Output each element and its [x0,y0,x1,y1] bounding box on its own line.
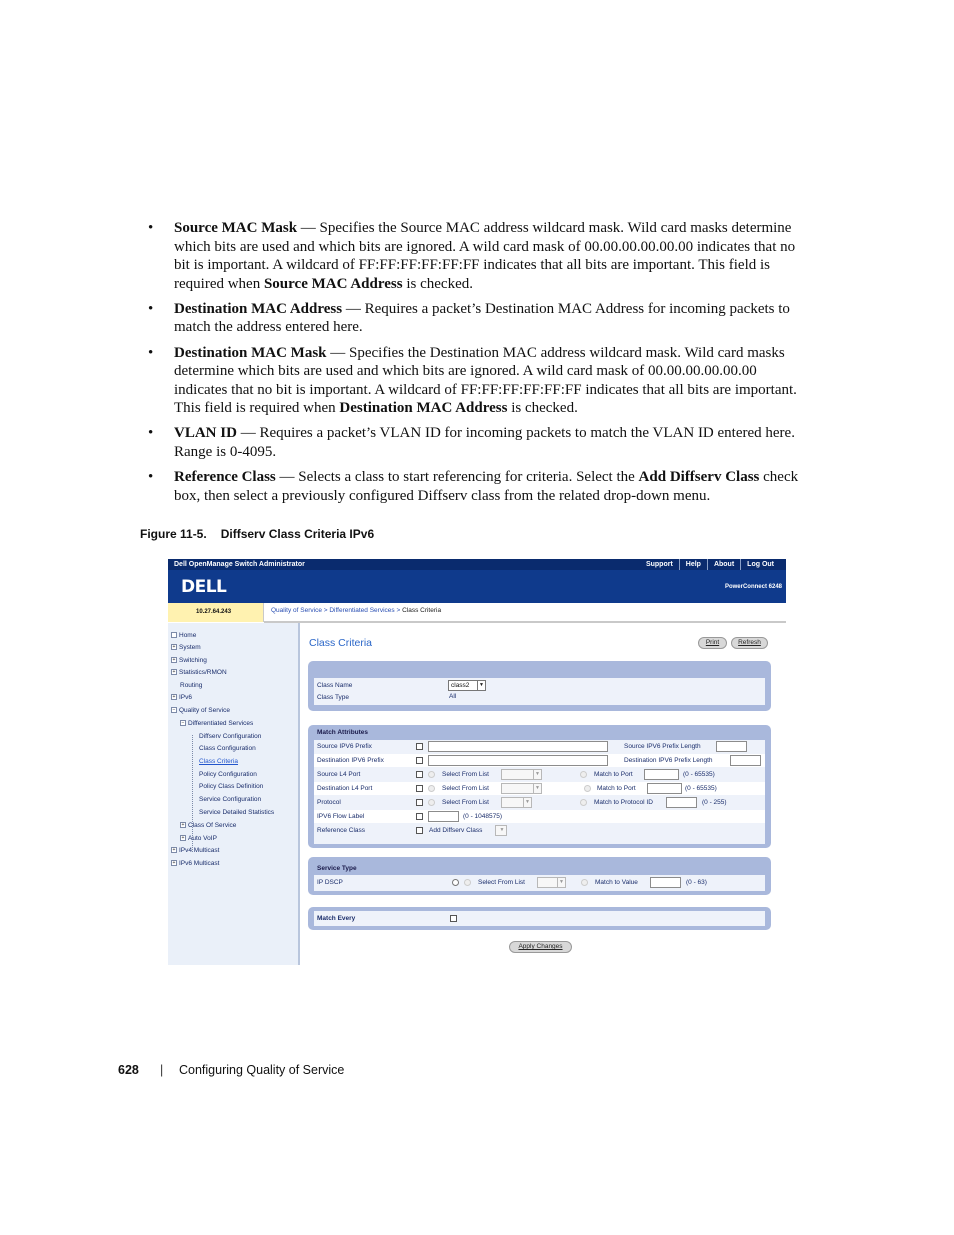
nav-label: Policy Class Definition [199,783,264,790]
source-prefix-checkbox[interactable] [416,743,423,750]
match-attributes-header: Match Attributes [317,729,369,736]
protocol-range-label: (0 - 255) [702,799,727,806]
source-prefix-input[interactable] [428,741,608,752]
figure-number: Figure 11-5. [140,527,207,541]
nav-diffserv-config[interactable] [199,733,261,740]
add-diffserv-label: Add Diffserv Class [429,827,483,834]
reference-class-select[interactable] [495,825,507,836]
match-to-value-label: Match to Value [595,879,638,886]
source-l4-port-input[interactable] [644,769,679,780]
page-title: Class Criteria [309,637,373,649]
chevron-down-icon: ▼ [523,798,531,807]
nav-policy-config[interactable] [199,771,257,778]
nav-label: Differentiated Services [188,720,254,727]
class-panel [308,661,771,711]
nav-label: Statistics/RMON [179,669,227,676]
switch-admin-screenshot [168,559,786,965]
nav-routing[interactable] [180,682,202,689]
class-panel-body [314,678,765,705]
collapse-icon[interactable]: − [181,720,185,727]
nav-label: IPv6 [179,694,193,701]
source-l4-match-radio[interactable] [580,771,587,778]
bullet-destination-mac-mask [148,344,813,418]
dest-prefix-length-label: Destination IPV6 Prefix Length [624,757,713,764]
bullet-dot: • [148,344,154,361]
flow-label-label: IPV6 Flow Label [317,813,365,820]
dest-prefix-checkbox[interactable] [416,757,423,764]
dest-l4-match-radio[interactable] [584,785,591,792]
logout-link[interactable]: Log Out [740,559,780,570]
match-to-protocol-label: Match to Protocol ID [594,799,653,806]
dest-prefix-length-input[interactable] [730,755,761,766]
nav-class-config[interactable] [199,745,256,752]
select-from-list-label: Select From List [478,879,525,886]
class-name-label: Class Name [317,682,353,689]
term: Add Diffserv Class [638,469,760,486]
ip-address: 10.27.64.243 [168,603,264,622]
breadcrumb-sep: > [394,607,403,614]
footer-separator: | [160,1063,164,1077]
nav-auto-voip[interactable] [180,835,217,842]
nav-statistics[interactable] [171,669,227,676]
flow-label-row [314,810,765,823]
support-link[interactable]: Support [645,561,673,568]
about-link[interactable]: About [707,559,740,570]
nav-label: Class Of Service [188,822,237,829]
protocol-checkbox[interactable] [416,799,423,806]
figure-title: Diffserv Class Criteria IPv6 [220,527,375,541]
expand-icon[interactable]: + [172,669,176,676]
bullet-vlan-id [148,424,813,461]
nav-diffserv[interactable] [180,720,253,727]
nav-label: Diffserv Configuration [199,733,262,740]
match-attributes-body [314,740,765,844]
dest-l4-checkbox[interactable] [416,785,423,792]
bullet-reference-class [148,468,813,505]
nav-service-config[interactable] [199,796,261,803]
dell-logo: DELL [181,577,227,597]
nav-tree [168,623,300,965]
nav-service-stats[interactable] [199,809,274,816]
dest-l4-row [314,782,765,795]
expand-icon[interactable]: + [181,835,185,842]
nav-ipv6[interactable] [171,694,192,701]
nav-ipv4-multicast[interactable] [171,847,219,854]
protocol-select-radio[interactable] [428,799,435,806]
refresh-button[interactable]: Refresh [731,637,768,649]
print-button[interactable]: Print [698,637,727,649]
match-every-checkbox[interactable] [450,915,457,922]
main-content [302,623,786,965]
nav-label: System [179,644,201,651]
model-name: PowerConnect 6248 [724,584,782,590]
desc: — Requires a packet’s Destination MAC Address for incoming packets to match the address entered here. [174,300,790,336]
protocol-label: Protocol [317,799,341,806]
nav-policy-class-def[interactable] [199,783,263,790]
nav-label: Auto VoIP [188,835,217,842]
nav-label: Service Configuration [199,796,262,803]
class-type-row [314,691,765,704]
dest-l4-label: Destination L4 Port [317,785,373,792]
flow-label-checkbox[interactable] [416,813,423,820]
service-type-header: Service Type [317,865,357,872]
match-every-body [314,911,765,926]
bullet-dot: • [148,220,154,236]
breadcrumb-diffserv[interactable]: Differentiated Services [329,607,395,614]
match-every-row [314,912,765,925]
match-every-panel [308,907,771,930]
reference-class-label: Reference Class [317,827,366,834]
breadcrumb-current: Class Criteria [402,607,442,614]
bullet-dot: • [148,469,154,486]
source-prefix-row [314,740,765,753]
bullet-destination-mac-address [148,300,813,337]
ip-dscp-list-radio[interactable] [464,879,471,886]
collapse-icon[interactable]: − [172,707,176,714]
nav-home[interactable] [171,632,196,639]
dest-prefix-row [314,754,765,767]
nav-qos[interactable] [171,707,230,714]
dest-prefix-input[interactable] [428,755,608,766]
nav-class-criteria[interactable] [199,758,238,765]
desc: is checked. [507,400,578,417]
term: VLAN ID [174,425,237,442]
breadcrumb-sep: > [321,607,330,614]
flow-range-label: (0 - 1048575) [463,813,503,820]
expand-icon[interactable]: + [181,822,185,829]
protocol-match-radio[interactable] [580,799,587,806]
chevron-down-icon: ▼ [533,770,541,779]
nav-label: IPv4 Multicast [179,847,220,854]
nav-label: Switching [179,657,207,664]
term: Destination MAC Address [339,400,508,417]
expand-icon[interactable]: + [172,644,176,651]
service-type-panel [308,857,771,895]
desc: is checked. [402,275,473,292]
dscp-value-input[interactable] [650,877,681,888]
term: Destination MAC Address [174,300,343,317]
chevron-down-icon: ▼ [499,827,505,833]
expand-icon[interactable]: + [172,657,176,664]
help-link[interactable]: Help [679,559,707,570]
figure-caption [140,527,374,541]
nav-system[interactable] [171,644,201,651]
bullet-dot: • [148,300,154,317]
nav-class-of-service[interactable] [180,822,236,829]
nav-label: Class Criteria [199,758,239,765]
source-l4-checkbox[interactable] [416,771,423,778]
apply-changes-button[interactable]: Apply Changes [509,941,572,953]
chevron-down-icon: ▼ [477,681,485,690]
term: Source MAC Address [263,275,403,292]
desc: — Requires a packet’s VLAN ID for incoming packets to match the VLAN ID entered here. Range is 0-4095. [174,425,795,461]
page-footer [118,1063,345,1077]
dest-l4-port-input[interactable] [647,783,682,794]
source-l4-label: Source L4 Port [317,771,361,778]
flow-label-input[interactable] [428,811,459,822]
match-to-port-label: Match to Port [594,771,633,778]
reference-class-row [314,824,765,837]
term: Destination MAC Mask [174,344,327,361]
source-l4-row [314,768,765,781]
bullet-list [148,219,813,512]
desc: — Selects a class to start referencing for criteria. Select the [275,469,639,486]
select-from-list-label: Select From List [442,799,489,806]
term: Reference Class [174,469,276,486]
footer-title: Configuring Quality of Service [179,1063,345,1077]
page-number: 628 [118,1063,139,1077]
dest-l4-select[interactable] [501,783,542,794]
class-type-label: Class Type [317,694,350,701]
select-from-list-label: Select From List [442,785,489,792]
nav-label: Quality of Service [179,707,230,714]
add-diffserv-checkbox[interactable] [416,827,423,834]
ip-dscp-row [314,876,765,889]
protocol-select[interactable] [501,797,532,808]
term: Source MAC Mask [174,220,298,236]
protocol-id-input[interactable] [666,797,697,808]
breadcrumb [271,603,441,618]
nav-label: Policy Configuration [199,771,257,778]
nav-switching[interactable] [171,657,207,664]
ip-dscp-label: IP DSCP [317,879,343,886]
nav-label: Home [179,632,197,639]
bullet-dot: • [148,425,154,442]
nav-label: Class Configuration [199,745,256,752]
ip-dscp-match-radio[interactable] [581,879,588,886]
source-prefix-label: Source IPV6 Prefix [317,743,372,750]
protocol-row [314,796,765,809]
top-links [640,559,780,570]
banner [168,570,786,603]
dscp-range-label: (0 - 63) [686,879,707,886]
port-range-label: (0 - 65535) [685,785,717,792]
nav-ipv6-multicast[interactable] [171,860,219,867]
match-to-port-label: Match to Port [597,785,636,792]
desc: check box, then select a previously configured Diffserv class from the related drop-down menu. [174,469,799,504]
desc: — Specifies the Destination MAC address wildcard mask. Wild card masks determine which bits are used and which bits are ignored. A wild card mask of 00.00.00.00.00.00 indicates that no bit is important. A wildcard of FF:FF:FF:FF:FF:FF indicates that all bits are important. This field is required when [174,344,797,417]
source-prefix-length-label: Source IPV6 Prefix Length [624,743,701,750]
nav-label: Service Detailed Statistics [199,809,275,816]
expand-icon[interactable]: + [172,847,176,854]
desc: — Specifies the Source MAC address wildcard mask. Wild card masks determine which bits are used and which bits are ignored. A wild card mask of 00.00.00.00.00.00 indicates that no bit is important. A wildcard of FF:FF:FF:FF:FF:FF indicates that all bits are important. This field is required when [174,220,796,292]
port-range-label: (0 - 65535) [683,771,715,778]
nav-label: Routing [180,682,203,689]
home-icon [171,632,177,638]
source-l4-select[interactable] [501,769,542,780]
class-type-value: All [449,693,457,700]
ip-dscp-select-radio[interactable] [452,879,459,886]
class-name-value: class2 [451,682,470,689]
chevron-down-icon: ▼ [557,878,565,887]
expand-icon[interactable]: + [172,694,176,701]
app-title: Dell OpenManage Switch Administrator [174,561,305,568]
dest-l4-select-radio[interactable] [428,785,435,792]
match-attributes-panel [308,725,771,848]
ip-dscp-select[interactable] [537,877,566,888]
source-prefix-length-input[interactable] [716,741,747,752]
source-l4-select-radio[interactable] [428,771,435,778]
service-type-body [314,875,765,891]
bullet-source-mac-mask [148,219,813,293]
nav-label: IPv6 Multicast [179,860,220,867]
select-from-list-label: Select From List [442,771,489,778]
match-every-label: Match Every [317,915,356,922]
chevron-down-icon: ▼ [533,784,541,793]
breadcrumb-qos[interactable]: Quality of Service [271,607,322,614]
top-bar [168,559,786,570]
expand-icon[interactable]: + [172,860,176,867]
dest-prefix-label: Destination IPV6 Prefix [317,757,384,764]
